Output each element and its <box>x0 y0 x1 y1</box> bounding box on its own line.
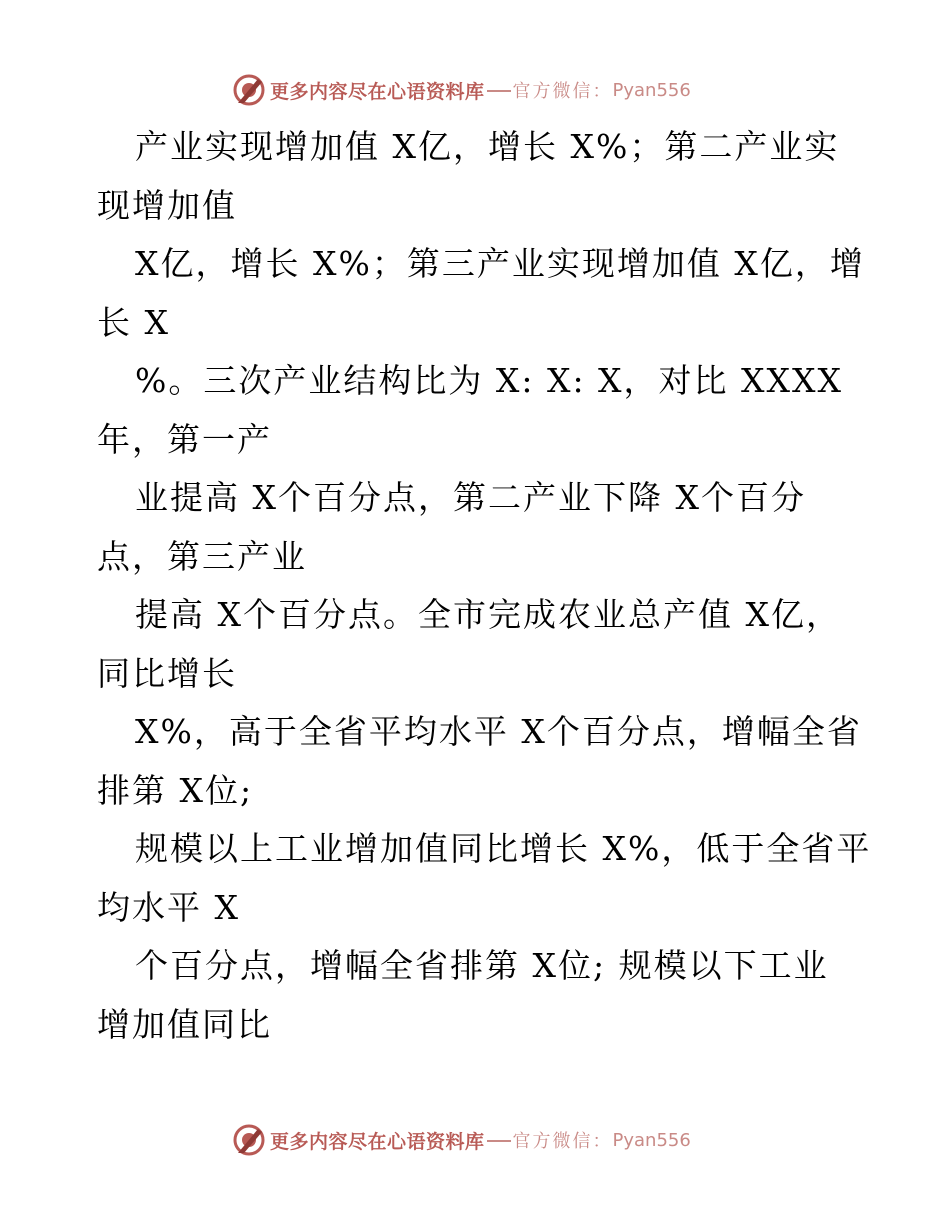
banner-divider <box>487 1140 511 1142</box>
text-line: X%，高于全省平均水平 X个百分点，增幅全省 <box>135 712 862 751</box>
text-line: 产业实现增加值 X亿，增长 X%；第二产业实 <box>135 127 840 166</box>
quill-logo-icon <box>232 1123 266 1157</box>
text-line: 提高 X个百分点。全市完成农业总产值 X亿， <box>135 595 841 634</box>
text-line: 规模以上工业增加值同比增长 X%，低于全省平 <box>135 829 872 868</box>
banner-wechat-id: Pyan556 <box>612 1129 691 1151</box>
text-line: 点，第三产业 <box>97 536 307 576</box>
banner-site-name: 更多内容尽在心语资料库 <box>270 1130 485 1153</box>
banner-wechat-id: Pyan556 <box>612 79 691 101</box>
text-line: 长 X <box>97 302 170 342</box>
text-line: 年，第一产 <box>97 419 272 459</box>
banner-divider <box>487 90 511 92</box>
document-body <box>97 118 872 1054</box>
text-line: %。三次产业结构比为 X: X: X，对比 XXXX <box>135 361 844 400</box>
text-line: 现增加值 <box>97 185 237 225</box>
footer-banner <box>232 1120 691 1160</box>
text-line: 排第 X位; <box>97 770 254 810</box>
banner-wechat-label: 官方微信： <box>512 1131 613 1152</box>
banner-site-name: 更多内容尽在心语资料库 <box>270 80 485 103</box>
text-line: 增加值同比 <box>97 1004 272 1044</box>
header-banner <box>232 70 691 110</box>
text-line: 个百分点，增幅全省排第 X位; 规模以下工业 <box>135 946 829 985</box>
text-line: 均水平 X <box>97 887 240 927</box>
text-line: 业提高 X个百分点，第二产业下降 X个百分 <box>135 478 806 517</box>
quill-logo-icon <box>232 73 266 107</box>
text-line: 同比增长 <box>97 653 237 693</box>
banner-wechat-label: 官方微信： <box>512 81 613 102</box>
text-line: X亿，增长 X%；第三产业实现增加值 X亿，增 <box>135 244 865 283</box>
